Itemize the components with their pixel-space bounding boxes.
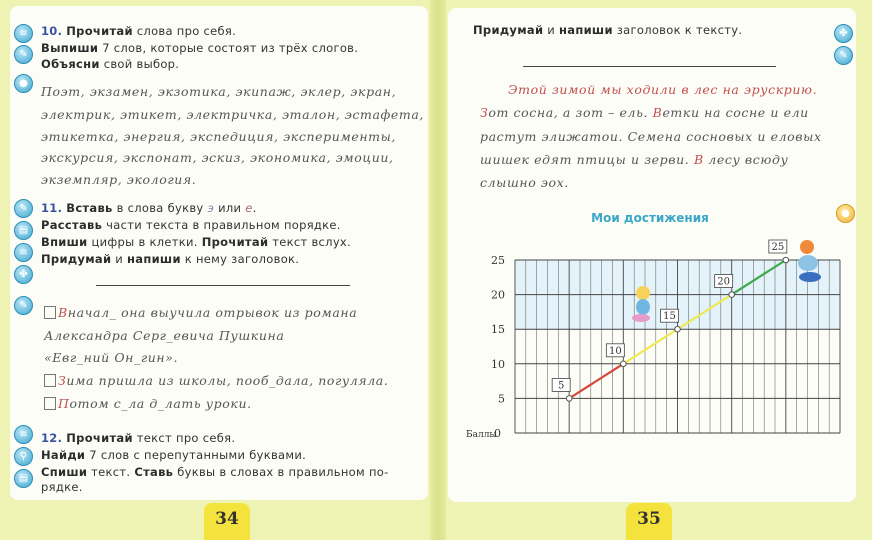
y-tick-label: 15 (491, 323, 505, 337)
pencil-icon: ✎ (14, 296, 33, 315)
word-list-line: электрик, этикет, электричка, эталон, эстафета, (41, 107, 425, 122)
word-list-line: экскурсия, экспонат, эскиз, экономика, эмоции, (41, 150, 394, 165)
data-point (621, 361, 627, 367)
data-point (566, 396, 572, 402)
word-list-line: Поэт, экзамен, экзотика, экипаж, эклер, экран, (41, 84, 397, 99)
task12-line2: Найди 7 слов с перепутанными буквами. (41, 448, 307, 462)
line-segment (569, 364, 623, 399)
task11-line1: 11. Вставь в слова букву э или е. (41, 201, 257, 215)
y-tick-label: 5 (498, 392, 505, 406)
girl-figure (632, 314, 650, 322)
order-checkbox[interactable] (44, 397, 56, 410)
page-gutter (430, 0, 446, 540)
word-list-line: этикетка, энергия, экспедиция, эксперименты, (41, 129, 396, 144)
task11-line2: Расставь части текста в правильном порядке. (41, 218, 341, 232)
text-part-1-cont: Александра Серг_евича Пушкина (44, 328, 285, 343)
right-header: Придумай и напиши заголовок к тексту. (473, 23, 743, 37)
text-part-2: Зима пришла из школы, пооб_дала, погуляла. (44, 373, 388, 388)
story-line: слышно эох. (480, 175, 569, 190)
chart-title: Мои достижения (591, 211, 709, 225)
task12-line3: Спиши текст. Ставь буквы в словах в правильном по- (41, 465, 389, 479)
girl-figure (636, 286, 650, 300)
pencil-icon: ✎ (834, 46, 853, 65)
book-icon: ≡ (14, 24, 33, 43)
task10-line1: 10. Прочитай слова про себя. (41, 24, 237, 38)
boy-figure (798, 255, 818, 271)
book-icon: ≡ (14, 425, 33, 444)
book-icon: ≡ (14, 243, 33, 262)
pencil-icon: ✎ (14, 199, 33, 218)
page-number-right: 35 (626, 503, 672, 540)
point-label: 25 (771, 242, 785, 253)
data-point (783, 257, 789, 263)
boy-figure (799, 272, 821, 282)
story-line: Этой зимой мы ходили в лес на эрускрию. (508, 82, 818, 97)
story-line: шишек едят птицы и зерви. В лесу всюду (480, 152, 789, 167)
task11-line3: Впиши цифры в клетки. Прочитай текст вслух. (41, 235, 351, 249)
point-label: 10 (608, 345, 622, 357)
magnifier-icon: ⚲ (14, 447, 33, 466)
text-part-3: Потом с_ла д_лать уроки. (44, 396, 252, 411)
point-label: 15 (663, 311, 676, 323)
point-label: 20 (717, 276, 731, 288)
y-tick-label: 10 (491, 357, 505, 371)
title-answer-line[interactable] (96, 285, 350, 286)
point-label: 5 (557, 380, 565, 392)
text-part-1: Вначал_ она выучила отрывок из романа (44, 305, 357, 320)
puzzle-icon: ✤ (834, 24, 853, 43)
title-answer-line[interactable] (523, 66, 776, 67)
bird-icon: ● (836, 204, 855, 223)
order-checkbox[interactable] (44, 306, 56, 319)
puzzle-icon: ✤ (14, 265, 33, 284)
line-segment (623, 329, 677, 364)
achievements-chart (458, 235, 848, 445)
task10-line2: Выпиши 7 слов, которые состоят из трёх слогов. (41, 41, 359, 55)
y-tick-label: 0 (494, 427, 501, 440)
pencil-icon: ✎ (14, 45, 33, 64)
task11-line4: Придумай и напиши к нему заголовок. (41, 252, 300, 266)
text-part-1-cont: «Евг_ний Он_гин». (44, 350, 179, 365)
data-point (675, 326, 681, 332)
page-number-left: 34 (204, 503, 250, 540)
order-checkbox[interactable] (44, 374, 56, 387)
blocks-icon: ▤ (14, 221, 33, 240)
girl-figure (636, 299, 650, 315)
boy-figure (800, 240, 814, 254)
task12-line1: 12. Прочитай текст про себя. (41, 431, 236, 445)
data-point (729, 292, 735, 298)
task10-line3: Объясни свой выбор. (41, 57, 180, 71)
story-line: растут элижатои. Семена сосновых и еловых (480, 129, 822, 144)
y-axis-label: Баллы (466, 430, 497, 440)
story-line: Зот сосна, а зот – ель. Ветки на сосне и ели (480, 105, 809, 120)
y-tick-label: 20 (491, 288, 505, 302)
task12-line4: рядке. (41, 480, 83, 494)
bird-icon: ● (14, 74, 33, 93)
word-list-line: экземпляр, экология. (41, 172, 197, 187)
y-tick-label: 25 (491, 254, 505, 267)
blocks-icon: ▤ (14, 469, 33, 488)
